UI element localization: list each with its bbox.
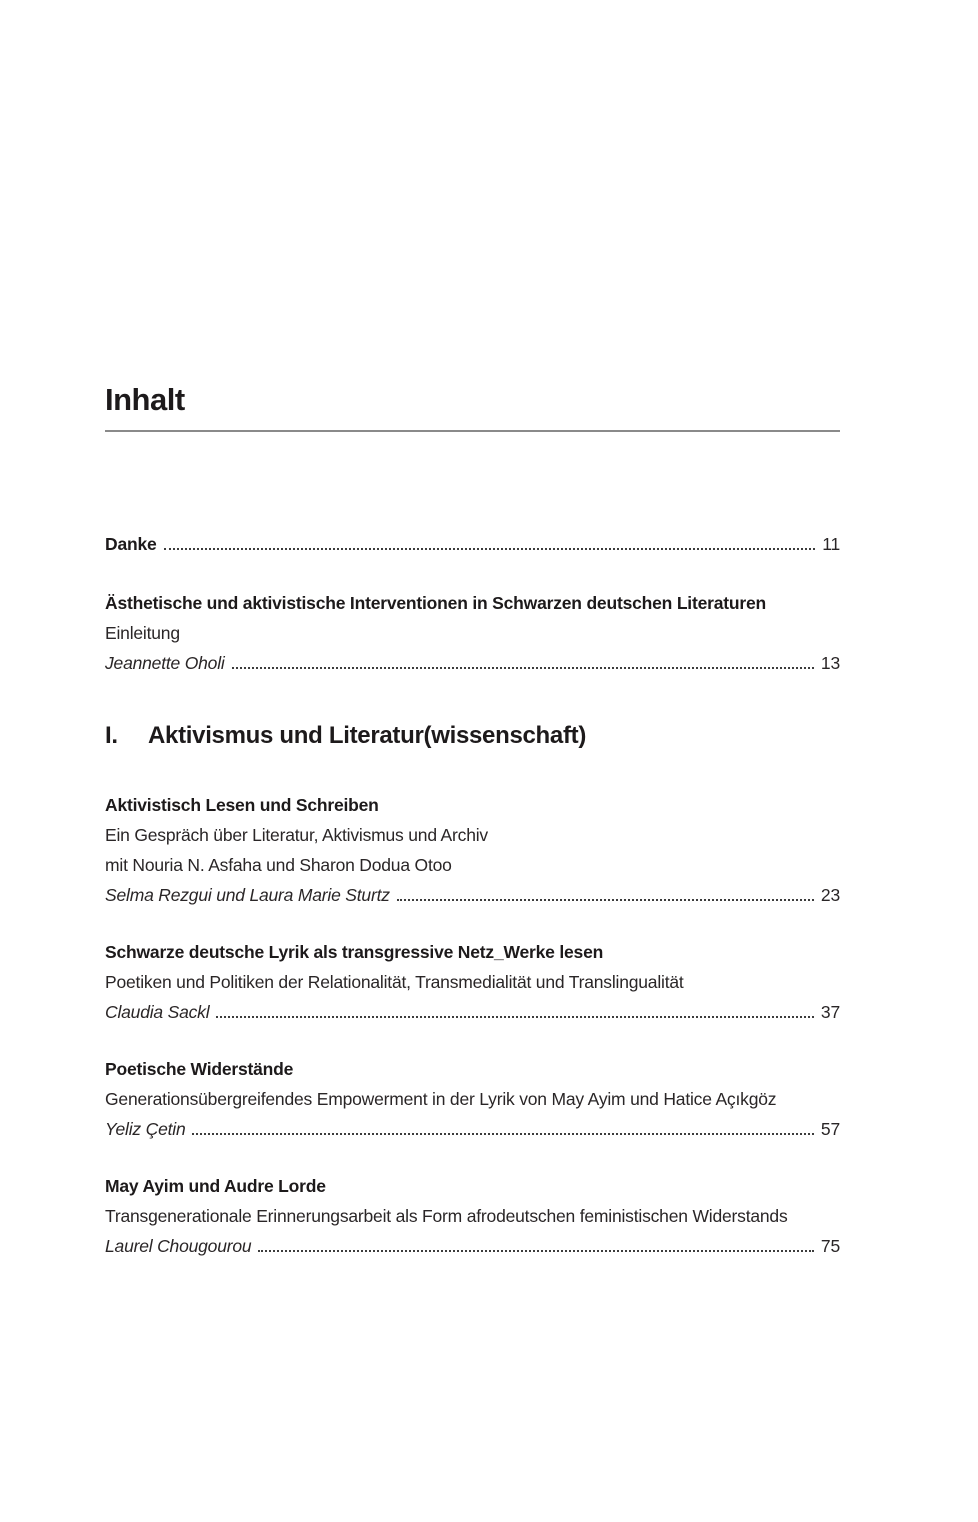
- entry-title: Poetische Widerstände: [105, 1058, 294, 1079]
- page-number: 11: [822, 534, 840, 554]
- entry-subtitle: Einleitung: [105, 623, 180, 643]
- entry-title: Schwarze deutsche Lyrik als transgressive Netz_Werke lesen: [105, 941, 604, 962]
- page-number: 75: [820, 1235, 840, 1256]
- toc-entry: [105, 1171, 840, 1261]
- entry-author: Selma Rezgui und Laura Marie Sturtz: [105, 884, 390, 905]
- entry-subtitle: Transgenerationale Erinnerungsarbeit als Form afrodeutschen feministischen Widerstands: [105, 1205, 788, 1226]
- entry-author-row: [105, 1114, 840, 1144]
- dot-leader: [397, 889, 814, 901]
- entry-author: Yeliz Çetin: [105, 1118, 186, 1139]
- page-number: 57: [820, 1118, 840, 1139]
- table-of-contents: [105, 432, 840, 1261]
- entry-author-row: [105, 880, 840, 910]
- page-title: Inhalt: [105, 382, 185, 417]
- toc-entry-einleitung: [105, 588, 840, 678]
- entry-author-row: [105, 648, 840, 678]
- entry-subtitle: Poetiken und Politiken der Relationalität, Transmedialität und Translingualität: [105, 971, 684, 992]
- dot-leader: [164, 538, 816, 550]
- entry-author-row: [105, 1231, 840, 1261]
- section-title: Aktivismus und Literatur(wissenschaft): [148, 722, 587, 749]
- toc-entry: [105, 790, 840, 910]
- entry-author: Laurel Chougourou: [105, 1235, 252, 1256]
- entry-subtitle: Generationsübergreifendes Empowerment in der Lyrik von May Ayim und Hatice Açıkgöz: [105, 1088, 777, 1109]
- page-number: 37: [820, 1001, 840, 1022]
- entry-author-row: [105, 997, 840, 1027]
- section-number: I.: [105, 722, 118, 749]
- toc-entry-danke: [105, 529, 840, 559]
- entry-subtitle: Ein Gespräch über Literatur, Aktivismus und Archiv: [105, 824, 488, 845]
- page-number: 13: [820, 653, 840, 673]
- entry-title: May Ayim und Audre Lorde: [105, 1175, 326, 1196]
- entry-title: Ästhetische und aktivistische Interventionen in Schwarzen deutschen Literaturen: [105, 593, 767, 613]
- entry-author: Claudia Sackl: [105, 1001, 210, 1022]
- dot-leader: [232, 657, 814, 669]
- entry-title: Danke: [105, 534, 157, 554]
- entry-subtitle: mit Nouria N. Asfaha und Sharon Dodua Otoo: [105, 854, 452, 875]
- dot-leader: [258, 1240, 813, 1252]
- entry-author: Jeannette Oholi: [105, 653, 225, 673]
- section-heading: [105, 722, 840, 750]
- dot-leader: [216, 1006, 814, 1018]
- entry-title: Aktivistisch Lesen und Schreiben: [105, 794, 379, 815]
- toc-entry: [105, 937, 840, 1027]
- dot-leader: [192, 1123, 813, 1135]
- toc-entry: [105, 1054, 840, 1144]
- page-number: 23: [820, 884, 840, 905]
